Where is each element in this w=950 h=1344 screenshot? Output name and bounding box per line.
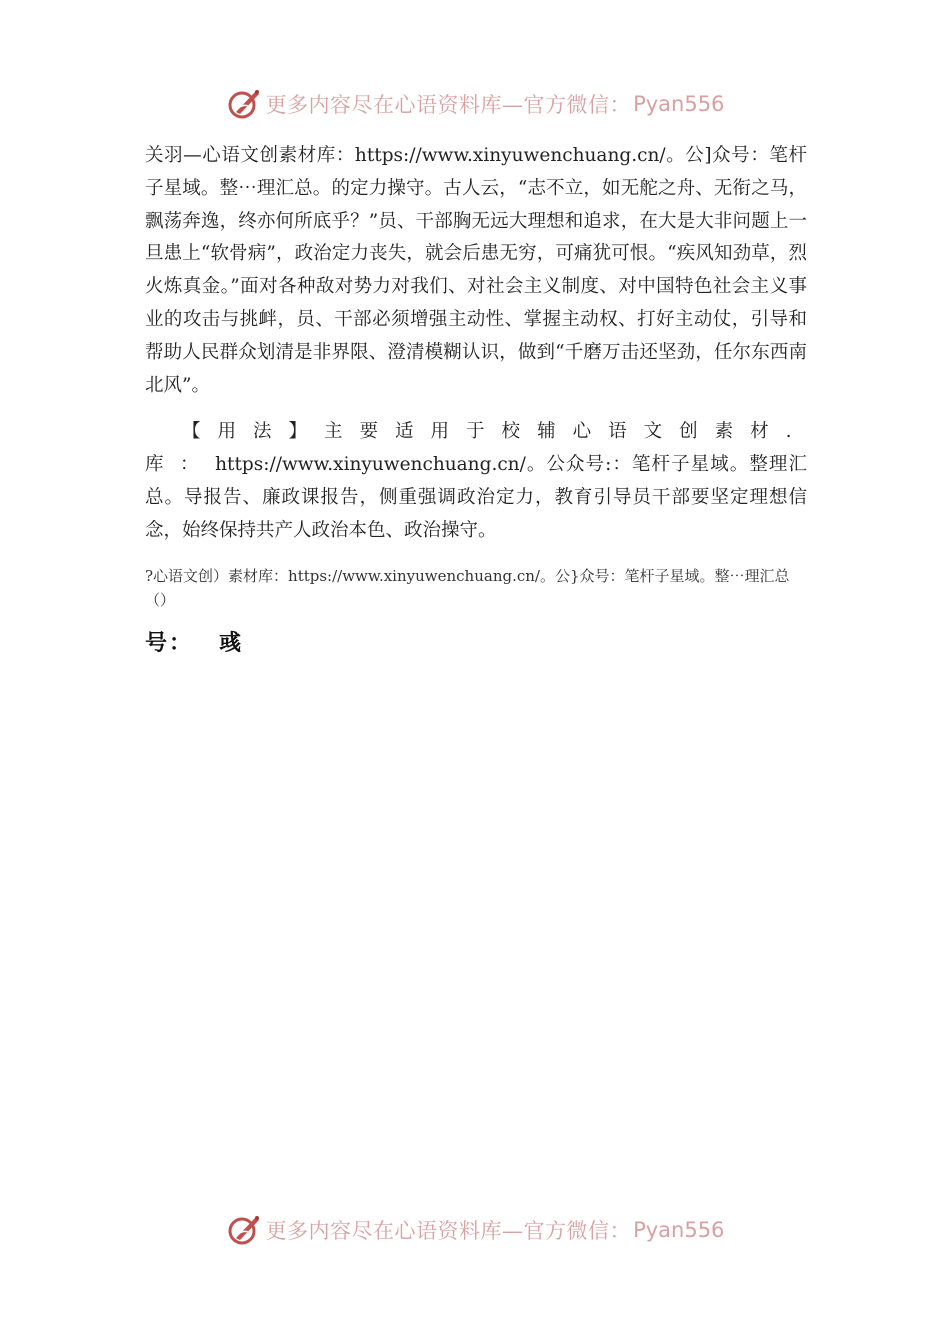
footer-banner xyxy=(0,1210,950,1250)
usage-paragraph xyxy=(145,416,807,547)
section-heading xyxy=(145,626,807,657)
usage-text: https://www.xinyuwenchuang.cn/。公众号:：笔杆子星域。整理汇总。导报告、廉政课报告，侧重强调政治定力，教育引导员干部要坚定理想信念，始终保持共产人政治本色、政治操守。 xyxy=(145,454,807,541)
header-banner xyxy=(0,84,950,124)
quill-circle-logo-icon xyxy=(226,1212,262,1248)
quill-circle-logo-icon xyxy=(226,86,262,122)
heading-left-text: 号： xyxy=(145,629,194,656)
header-banner-text: 更多内容尽在心语资料库—官方微信： xyxy=(265,93,632,117)
header-banner-wechat-id: Pyan556 xyxy=(633,92,725,116)
footer-banner-text: 更多内容尽在心语资料库—官方微信： xyxy=(265,1219,632,1243)
source-note: ?心语文创）素材库：https://www.xinyuwenchuang.cn/。公}众号：笔杆子星域。整⋯理汇总（） xyxy=(145,566,790,609)
usage-label: 【用法】主要适用于校辅心语文创素材.库： xyxy=(145,421,807,476)
body-paragraph: 关羽—心语文创素材库：https://www.xinyuwenchuang.cn/。公]众号：笔杆子星域。整⋯理汇总。的定力操守。古人云，“志不立，如无舵之舟、无衔之马，飘荡奔逸，终亦何所底乎？”员、干部胸无远大理想和追求，在大是大非问题上一旦患上“软骨病”，政治定力丧失，就会后患无穷，可痛犹可恨。“疾风知劲草，烈火炼真金。”面对各种敌对势力对我们、对社会主义制度、对中国特色社会主义事业的攻击与挑衅，员、干部必须增强主动性、掌握主动权、打好主动仗，引导和帮助人民群众划清是非界限、澄清模糊认识，做到“千磨万击还坚劲，任尔东西南北风”。 xyxy=(145,145,807,396)
footer-banner-wechat-id: Pyan556 xyxy=(633,1218,725,1242)
document-body xyxy=(145,140,807,657)
heading-right-text: 彧 xyxy=(219,629,244,656)
